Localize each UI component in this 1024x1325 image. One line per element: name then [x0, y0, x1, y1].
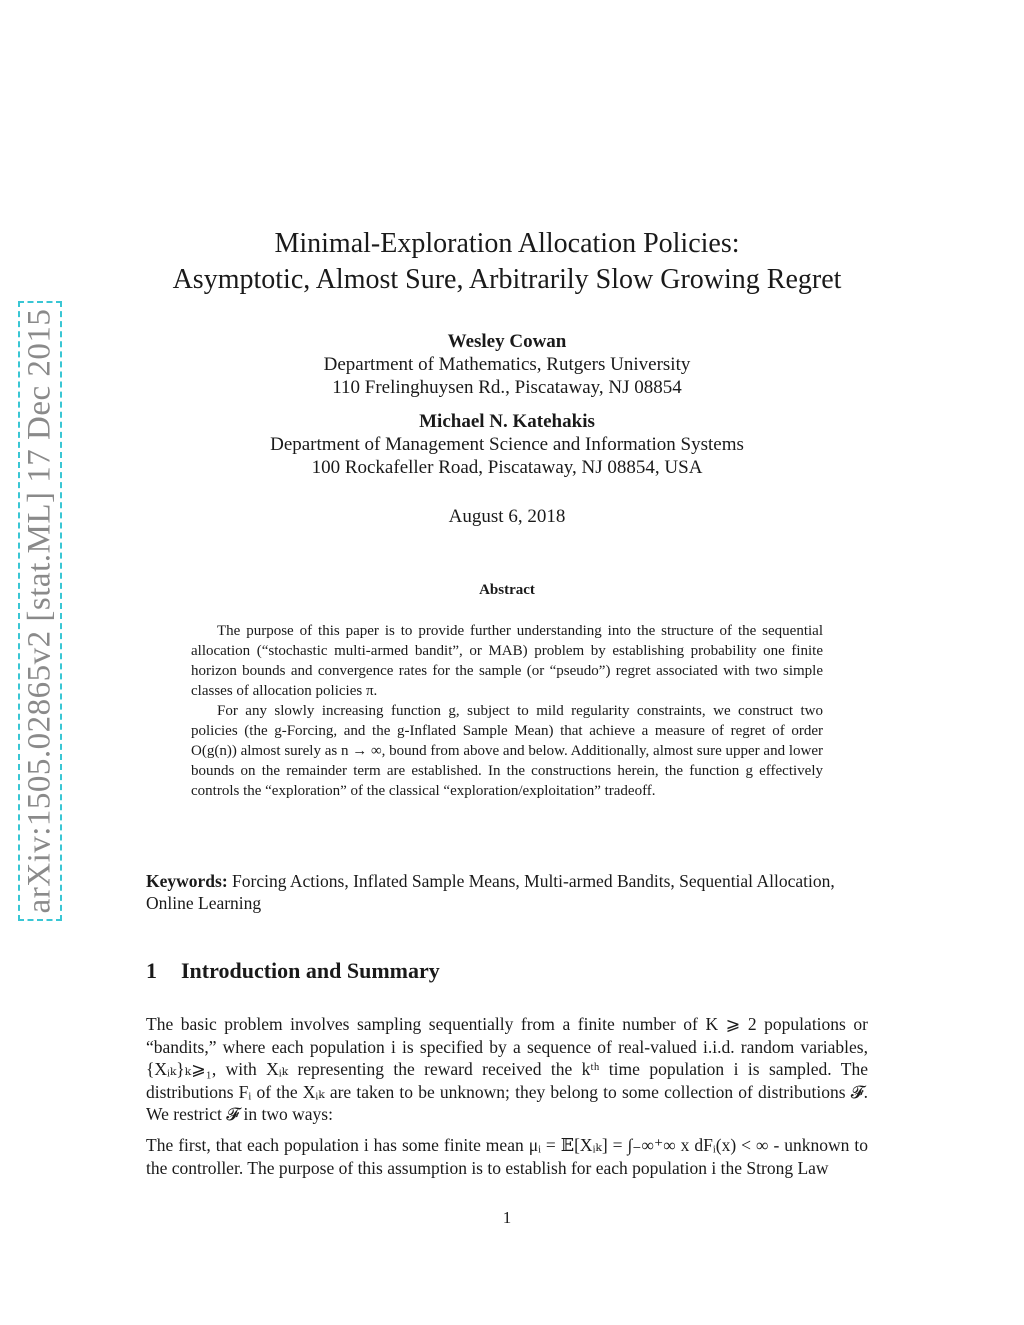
- arxiv-identifier-text: arXiv:1505.02865v2 [stat.ML] 17 Dec 2015: [21, 308, 58, 914]
- body-paragraph: The first, that each population i has some finite mean μᵢ = 𝔼[Xᵢₖ] = ∫₋∞⁺∞ x dFᵢ(x) < ∞ - unknown to the controller. The purpose of this assumption is to establish for each population i the Strong Law: [146, 1134, 868, 1178]
- abstract-heading: Abstract: [479, 582, 535, 598]
- keywords-label: Keywords:: [146, 871, 228, 891]
- author-name: Wesley Cowan: [447, 331, 567, 352]
- section-heading: [146, 958, 440, 984]
- page-number: 1: [502, 1208, 512, 1227]
- author-name: Michael N. Katehakis: [419, 411, 595, 432]
- body-paragraph: The basic problem involves sampling sequentially from a finite number of K ⩾ 2 populations or “bandits,” where each population i is specified by a sequence of real-valued i.i.d. random variables, {Xᵢₖ}ₖ⩾₁, with Xᵢₖ representing the reward received the kᵗʰ time population i is sampled. The distributions Fᵢ of the Xᵢₖ are taken to be unknown; they belong to some collection of distributions 𝓕. We restrict 𝓕 in two ways:: [146, 1014, 868, 1125]
- section-title: Introduction and Summary: [181, 958, 440, 983]
- section-number: 1: [146, 958, 157, 983]
- paper-title: [0, 226, 1014, 298]
- author-address: 110 Frelinghuysen Rd., Piscataway, NJ 08854: [332, 377, 682, 398]
- author-block-2: [0, 410, 1014, 479]
- author-affiliation: Department of Mathematics, Rutgers University: [323, 354, 691, 375]
- abstract-body: [191, 621, 823, 801]
- author-block-1: [0, 330, 1014, 399]
- keywords: [146, 870, 868, 914]
- abstract-paragraph: For any slowly increasing function g, subject to mild regularity constraints, we construct two policies (the g-Forcing, and the g-Inflated Sample Mean) that achieve a measure of regret of order O(g(n)) almost surely as n → ∞, bound from above and below. Additionally, almost sure upper and lower bounds on the remainder term are established. In the constructions herein, the function g effectively controls the “exploration” of the classical “exploration/exploitation” tradeoff.: [191, 703, 823, 799]
- author-affiliation: Department of Management Science and Information Systems: [270, 434, 744, 455]
- paper-title-line-1: Minimal-Exploration Allocation Policies:: [274, 228, 740, 259]
- abstract-paragraph: The purpose of this paper is to provide further understanding into the structure of the sequential allocation (“stochastic multi-armed bandit”, or MAB) problem by establishing probability one finite horizon bounds and convergence rates for the sample (or “pseudo”) regret associated with two simple classes of allocation policies π.: [191, 623, 823, 699]
- paper-date: August 6, 2018: [448, 506, 566, 527]
- introduction-body: [146, 1013, 868, 1187]
- paper-title-line-2: Asymptotic, Almost Sure, Arbitrarily Slow Growing Regret: [172, 264, 842, 295]
- keywords-text: Forcing Actions, Inflated Sample Means, Multi-armed Bandits, Sequential Allocation, Online Learning: [146, 871, 835, 913]
- author-address: 100 Rockafeller Road, Piscataway, NJ 08854, USA: [311, 457, 703, 478]
